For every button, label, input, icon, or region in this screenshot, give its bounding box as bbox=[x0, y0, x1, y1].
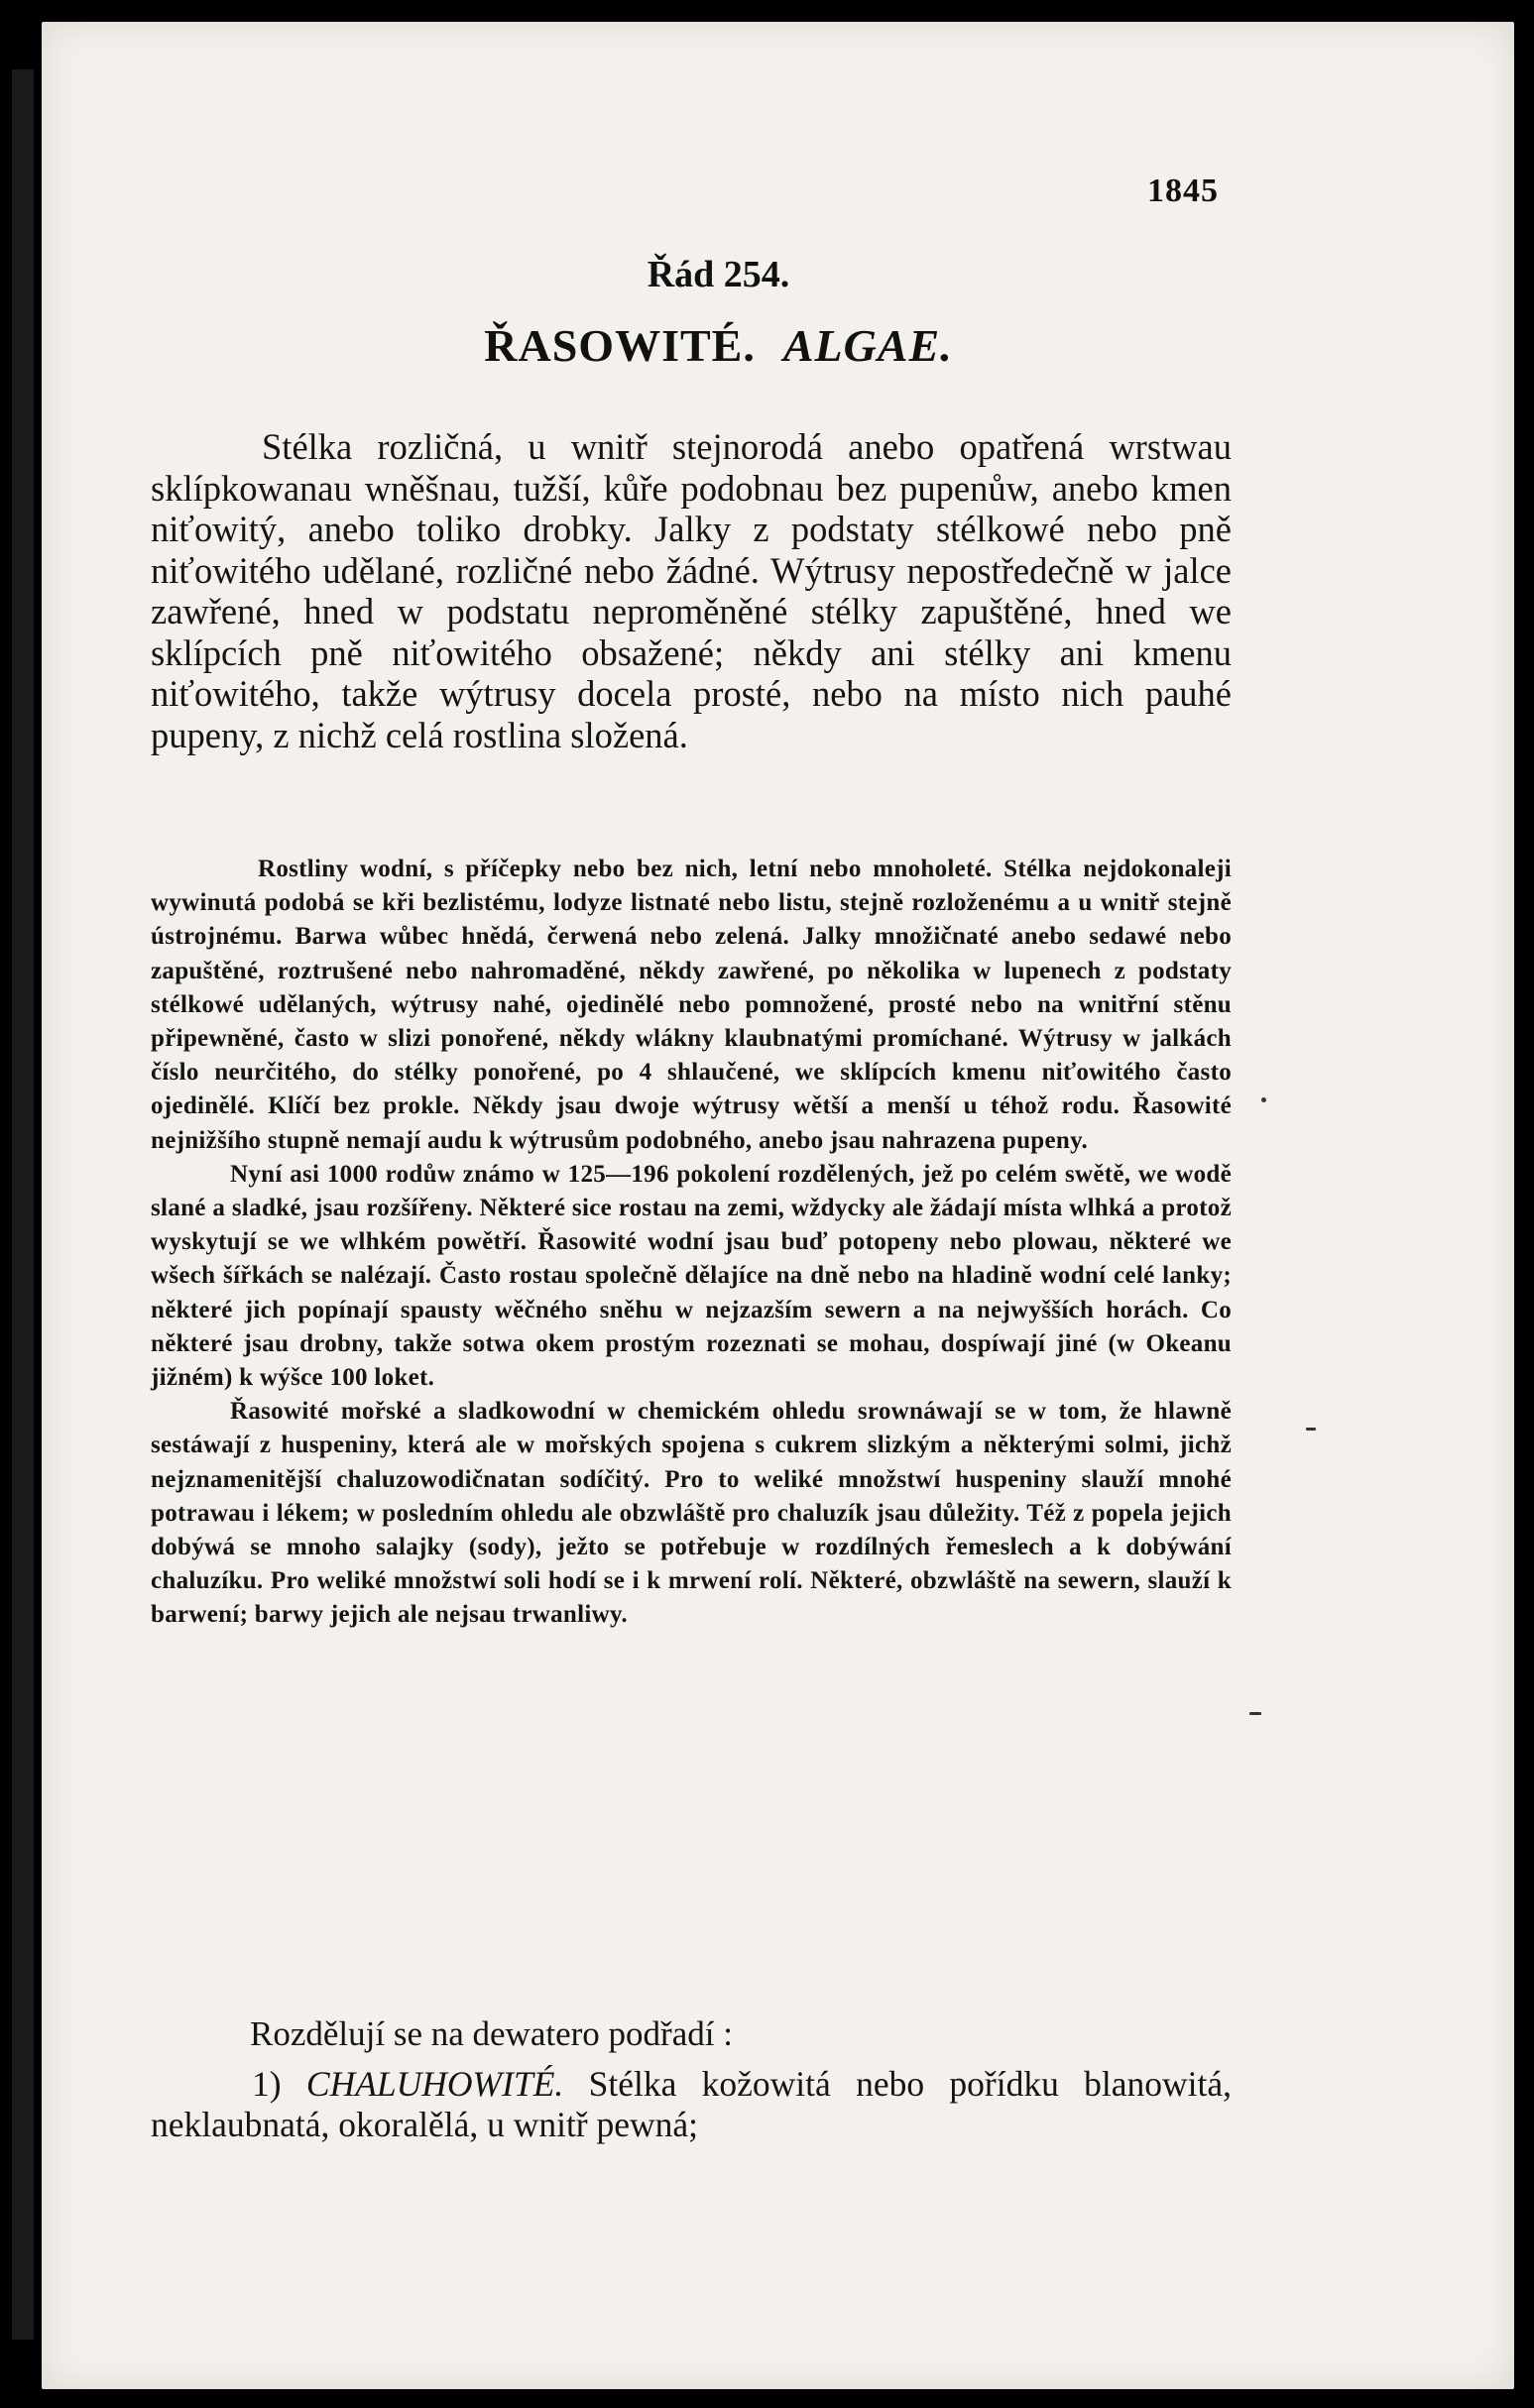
intro-paragraph: Stélka rozličná, u wnitř stejnorodá anebo opatřená wrstwau sklípkowanau wněšnau, tužší, kůře podobnau bez pupenůw, anebo kmen niťowitý, anebo toliko drobky. Jalky z podstaty stélkowé nebo pně niťowitého udělané, rozličné nebo žádné. Wýtrusy nepostředečně w jalce zawřené, hned w podstatu neproměněné stélky zapuštěné, hned we sklípcích pně niťowitého obsažené; někdy ani stélky ani kmenu niťowitého, takže wýtrusy docela prosté, nebo na místo nich pauhé pupeny, z nichž celá rostlina složená. bbox=[151, 426, 1232, 755]
dust-speck bbox=[1249, 1712, 1261, 1715]
description-block bbox=[151, 853, 1232, 1633]
dust-speck bbox=[1261, 1097, 1266, 1102]
order-heading: Řád 254. bbox=[647, 254, 790, 295]
book-page bbox=[42, 22, 1514, 2389]
page-number: 1845 bbox=[1147, 172, 1219, 209]
dust-speck bbox=[1306, 1428, 1316, 1431]
description-paragraph: Rostliny wodní, s příčepky nebo bez nich, letní nebo mnoholeté. Stélka nejdokonaleji wywinutá podobá se kři bezlistému, lodyze listnaté nebo listu, stejně rozloženému a u wnitř stejně ústrojnému. Barwa wůbec hnědá, čerwená nebo zelená. Jalky množičnaté anebo sedawé nebo zapuštěné, roztrušené nebo nahromaděné, někdy zawřené, po několika w lupenech z podstaty stélkowé udělaných, wýtrusy nahé, ojedinělé nebo pomnožené, prosté nebo na wnitřní stěnu připewněné, často w slizi ponořené, někdy wlákny klaubnatými promíchané. Wýtrusy w jalkách číslo neurčitého, do stélky ponořené, po 4 shlaučené, we sklípcích kmenu niťowitého často ojedinělé. Klíčí bez prokle. Někdy jsau dwoje wýtrusy wětší a menší u téhož rodu. Řasowité nejnižšího stupně nemají audu k wýtrusům podobného, anebo jsau nahrazena pupeny. bbox=[151, 856, 1232, 1154]
page-title bbox=[42, 319, 1514, 372]
title-latin: ALGAE. bbox=[782, 320, 953, 371]
suborder-paragraph bbox=[151, 2064, 1232, 2145]
distribution-paragraph: Nyní asi 1000 rodůw známo w 125—196 pokolení rozdělených, jež po celém swětě, we wodě slané a sladké, jsau rozšířeny. Některé sice rostau na zemi, wždycky ale žádají místa wlhká a protož wyskytují se we wlhkém powětří. Řasowité wodní jsau buď potopeny nebo plowau, některé we wšech šířkách se nalézají. Často rostau společně dělajíce na dně nebo na hladině wodní celé lanky; některé jich popínají spausty wěčného sněhu w nejzazším sewern a na nejwyšších horách. Co některé jsau drobny, takže sotwa okem prostým rozeznati se mohau, dospíwají jiné (w Okeanu jižném) k wýšce 100 loket. bbox=[151, 1160, 1232, 1392]
suborder-text: Stélka kožowitá nebo pořídku blanowitá, neklaubnatá, okoralělá, u wnitř pewná; bbox=[151, 2064, 1233, 2144]
chemistry-paragraph: Řasowité mořské a sladkowodní w chemickém ohledu srownáwají se w tom, že hlawně sestáwají z huspeniny, která ale w mořských spojena s cukrem slizkým a některými solmi, jichž nejznamenitější chaluzowodičnatan sodíčitý. Pro to weliké množstwí huspeniny slauží mnohé potrawau i lékem; w posledním ohledu ale obzwláště pro chaluzík jsau důležity. Též z popela jejich dobýwá se mnoho salajky (sody), ježto se potřebuje w rozdílných řemeslech a k dobýwání chaluzíku. Pro weliké množstwí soli hodí se i k mrwení rolí. Některé, obzwláště na sewern, slauží k barwení; barwy jejich ale nejsau trwanliwy. bbox=[151, 1398, 1232, 1629]
suborder-number: 1) bbox=[252, 2064, 282, 2104]
title-czech: ŘASOWITÉ. bbox=[484, 320, 756, 371]
adjacent-page-edge bbox=[12, 69, 34, 2340]
subdivision-heading: Rozdělují se na dewatero podřadí : bbox=[250, 2014, 733, 2053]
suborder-name: CHALUHOWITÉ. bbox=[305, 2064, 564, 2104]
